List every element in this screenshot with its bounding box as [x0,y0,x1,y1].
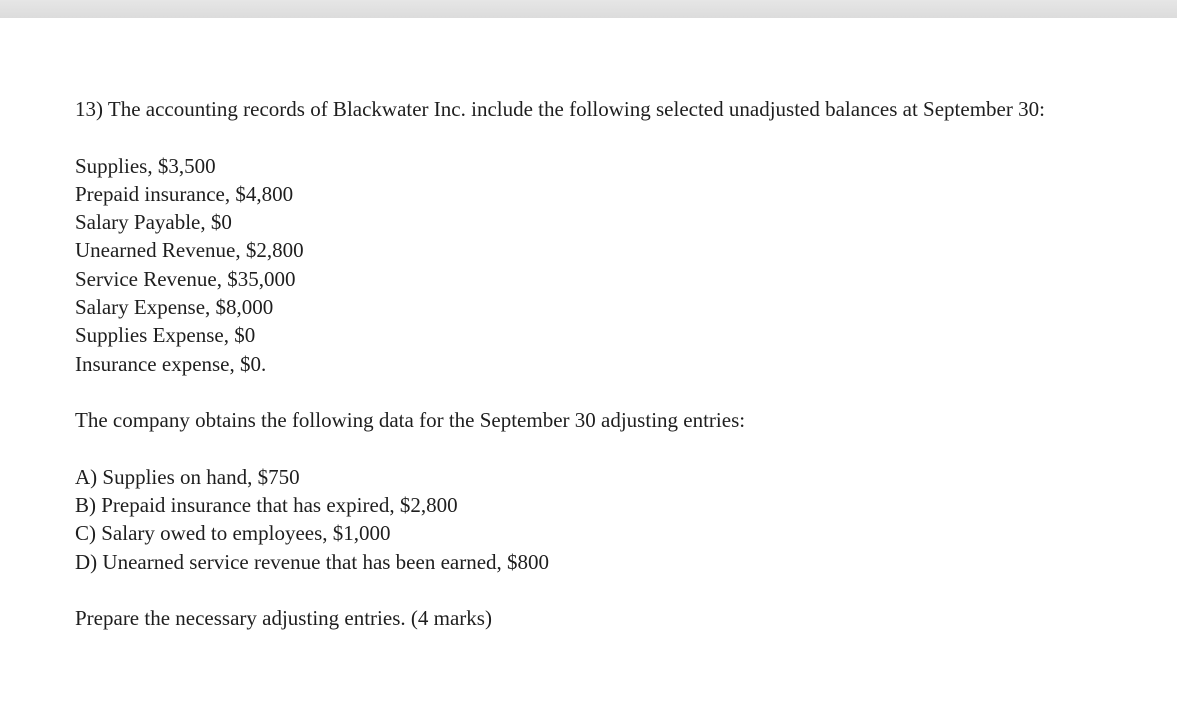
balance-item: Salary Expense, $8,000 [75,295,274,320]
balance-item: Unearned Revenue, $2,800 [75,238,304,263]
adjustment-item: B) Prepaid insurance that has expired, $2,800 [75,493,458,518]
balance-item: Prepaid insurance, $4,800 [75,181,294,206]
spacer [75,435,1165,463]
adjustment-item: C) Salary owed to employees, $1,000 [75,521,391,546]
adjustment-item: D) Unearned service revenue that has been earned, $800 [75,549,550,574]
spacer [75,576,1165,604]
spacer [75,378,1165,406]
question-document [75,95,1165,633]
balance-item: Supplies Expense, $0 [75,323,256,348]
balance-item: Insurance expense, $0. [75,351,267,376]
adjustments-list [75,463,1165,576]
window-top-bar [0,0,1177,18]
data-intro: The company obtains the following data for the September 30 adjusting entries: [75,408,746,433]
balance-item: Service Revenue, $35,000 [75,266,296,291]
adjustment-item: A) Supplies on hand, $750 [75,464,300,489]
spacer [75,123,1165,151]
balances-list [75,152,1165,378]
balance-item: Supplies, $3,500 [75,153,216,178]
instruction: Prepare the necessary adjusting entries. (4 marks) [75,606,492,631]
balance-item: Salary Payable, $0 [75,210,232,235]
question-prompt: 13) The accounting records of Blackwater Inc. include the following selected unadjusted balances at September 30: [75,97,1045,121]
